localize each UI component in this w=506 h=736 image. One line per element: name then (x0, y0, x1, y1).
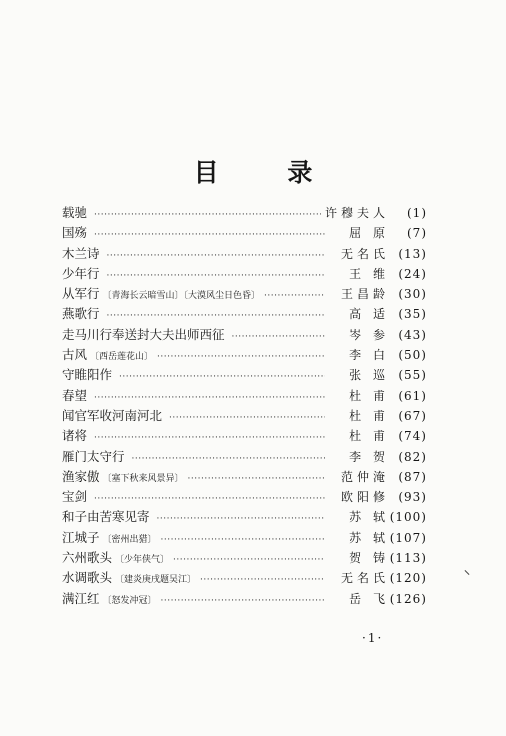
toc-entry (62, 365, 427, 385)
toc-entry-page: (35) (398, 307, 427, 322)
toc-entry (62, 406, 427, 426)
toc-entry-title: 载驰 (62, 205, 88, 220)
toc-entry-title: 渔家傲 (62, 468, 100, 484)
toc-entry (62, 264, 427, 284)
toc-entry-page: (7) (407, 226, 427, 241)
leader-dots (232, 327, 325, 347)
toc-entry (62, 203, 427, 223)
leader-dots (157, 347, 325, 367)
leader-dots (94, 428, 325, 448)
toc-entry-page: (74) (398, 429, 427, 444)
toc-entry-title: 雁门太守行 (62, 448, 125, 464)
leader-dots (94, 205, 321, 225)
toc-entry (62, 507, 427, 527)
toc-entry-page: (55) (398, 368, 427, 383)
toc-entry-subtitle: 〔塞下秋来风景异〕 (102, 473, 184, 484)
toc-entry (62, 568, 427, 588)
toc-entry-page: (24) (398, 266, 427, 281)
leader-dots (107, 306, 325, 326)
toc-entry-subtitle: 〔少年侠气〕 (115, 555, 170, 566)
toc-entry-title: 江城子 (62, 529, 100, 545)
toc-entry-page: (1) (407, 206, 427, 220)
table-of-contents (62, 203, 427, 609)
toc-entry-author: 李 贺 (349, 449, 389, 464)
toc-entry-title: 从军行 (62, 286, 100, 302)
toc-entry-title: 燕歌行 (62, 306, 100, 322)
toc-entry-page: (87) (398, 469, 427, 484)
leader-dots (161, 530, 325, 550)
toc-entry-author: 王昌龄 (340, 287, 389, 302)
toc-entry-title: 宝剑 (62, 489, 88, 505)
toc-entry-page: (61) (398, 388, 427, 403)
leader-dots (119, 367, 325, 387)
toc-entry-author: 无名氏 (340, 571, 389, 586)
toc-entry-title: 少年行 (62, 265, 100, 281)
toc-entry-title: 走马川行奉送封大夫出师西征 (62, 326, 225, 342)
toc-entry (62, 325, 427, 345)
toc-entry-title: 诸将 (62, 428, 88, 444)
toc-entry-subtitle: 〔建炎庚戌题吴江〕 (115, 575, 197, 586)
toc-entry-author: 杜 甫 (349, 429, 389, 444)
toc-entry-author: 岳 飞 (349, 591, 389, 606)
toc-entry-author: 张 巡 (349, 368, 389, 383)
toc-entry-page: (120) (389, 571, 427, 586)
toc-entry (62, 223, 427, 243)
toc-entry-page: (113) (389, 551, 427, 566)
toc-entry (62, 528, 427, 548)
toc-entry-subtitle: 〔西岳莲花山〕 (90, 352, 154, 363)
scan-speck (465, 570, 470, 575)
toc-entry-page: (67) (398, 408, 427, 423)
toc-entry-subtitle: 〔怒发冲冠〕 (102, 595, 157, 606)
toc-entry-page: (100) (389, 510, 427, 525)
leader-dots (132, 449, 325, 469)
leader-dots (94, 489, 325, 509)
toc-entry-page: (107) (389, 530, 427, 545)
toc-entry-title: 木兰诗 (62, 245, 100, 261)
toc-entry-subtitle: 〔密州出猎〕 (102, 534, 157, 545)
toc-entry-author: 李 白 (349, 348, 389, 363)
toc-entry-author: 王 维 (349, 266, 389, 281)
toc-entry (62, 467, 427, 487)
toc-entry-author: 杜 甫 (349, 388, 389, 403)
toc-entry-page: (93) (398, 490, 427, 505)
toc-entry (62, 589, 427, 609)
toc-entry-page: (13) (398, 246, 427, 261)
leader-dots (169, 408, 325, 428)
page-title: 目 录 (193, 158, 343, 187)
toc-entry (62, 345, 427, 365)
leader-dots (94, 388, 325, 408)
toc-entry-author: 贺 铸 (349, 551, 389, 566)
toc-entry (62, 284, 427, 304)
toc-entry-page: (82) (398, 449, 427, 464)
leader-dots (264, 286, 325, 306)
toc-entry (62, 487, 427, 507)
toc-entry-title: 六州歌头 (62, 550, 113, 566)
toc-entry-author: 岑 参 (349, 327, 389, 342)
toc-entry-author: 无名氏 (340, 246, 389, 261)
toc-entry-title: 古风 (62, 347, 88, 363)
toc-entry-page: (50) (398, 348, 427, 363)
leader-dots (107, 266, 325, 286)
leader-dots (173, 550, 325, 570)
page-number: ·1· (362, 631, 384, 645)
toc-entry (62, 447, 427, 467)
toc-entry-author: 许穆夫人 (324, 206, 389, 220)
toc-entry-page: (43) (398, 327, 427, 342)
toc-entry-author: 屈 原 (349, 226, 389, 241)
toc-entry-author: 苏 轼 (349, 510, 389, 525)
toc-entry-author: 欧阳修 (340, 490, 389, 505)
leader-dots (107, 246, 325, 266)
toc-entry-title: 满江红 (62, 590, 100, 606)
toc-entry (62, 548, 427, 568)
toc-entry-author: 高 适 (349, 307, 389, 322)
toc-entry-title: 国殇 (62, 225, 88, 241)
toc-entry-title: 春望 (62, 387, 88, 403)
leader-dots (157, 509, 325, 529)
leader-dots (94, 225, 325, 245)
toc-entry-page: (126) (389, 591, 427, 606)
toc-entry-page: (30) (398, 287, 427, 302)
leader-dots (161, 591, 325, 611)
toc-entry-subtitle: 〔青海长云暗雪山〕〔大漠风尘日色昏〕 (102, 291, 261, 302)
toc-entry-title: 水调歌头 (62, 570, 113, 586)
toc-entry-title: 守睢阳作 (62, 367, 113, 383)
toc-entry (62, 426, 427, 446)
leader-dots (200, 570, 325, 590)
toc-entry (62, 304, 427, 324)
toc-entry-author: 苏 轼 (349, 530, 389, 545)
toc-entry-author: 范仲淹 (340, 469, 389, 484)
leader-dots (188, 469, 325, 489)
toc-entry (62, 386, 427, 406)
toc-entry-title: 闻官军收河南河北 (62, 407, 163, 423)
toc-entry (62, 244, 427, 264)
toc-entry-title: 和子由苦寒见寄 (62, 509, 150, 525)
toc-entry-author: 杜 甫 (349, 408, 389, 423)
